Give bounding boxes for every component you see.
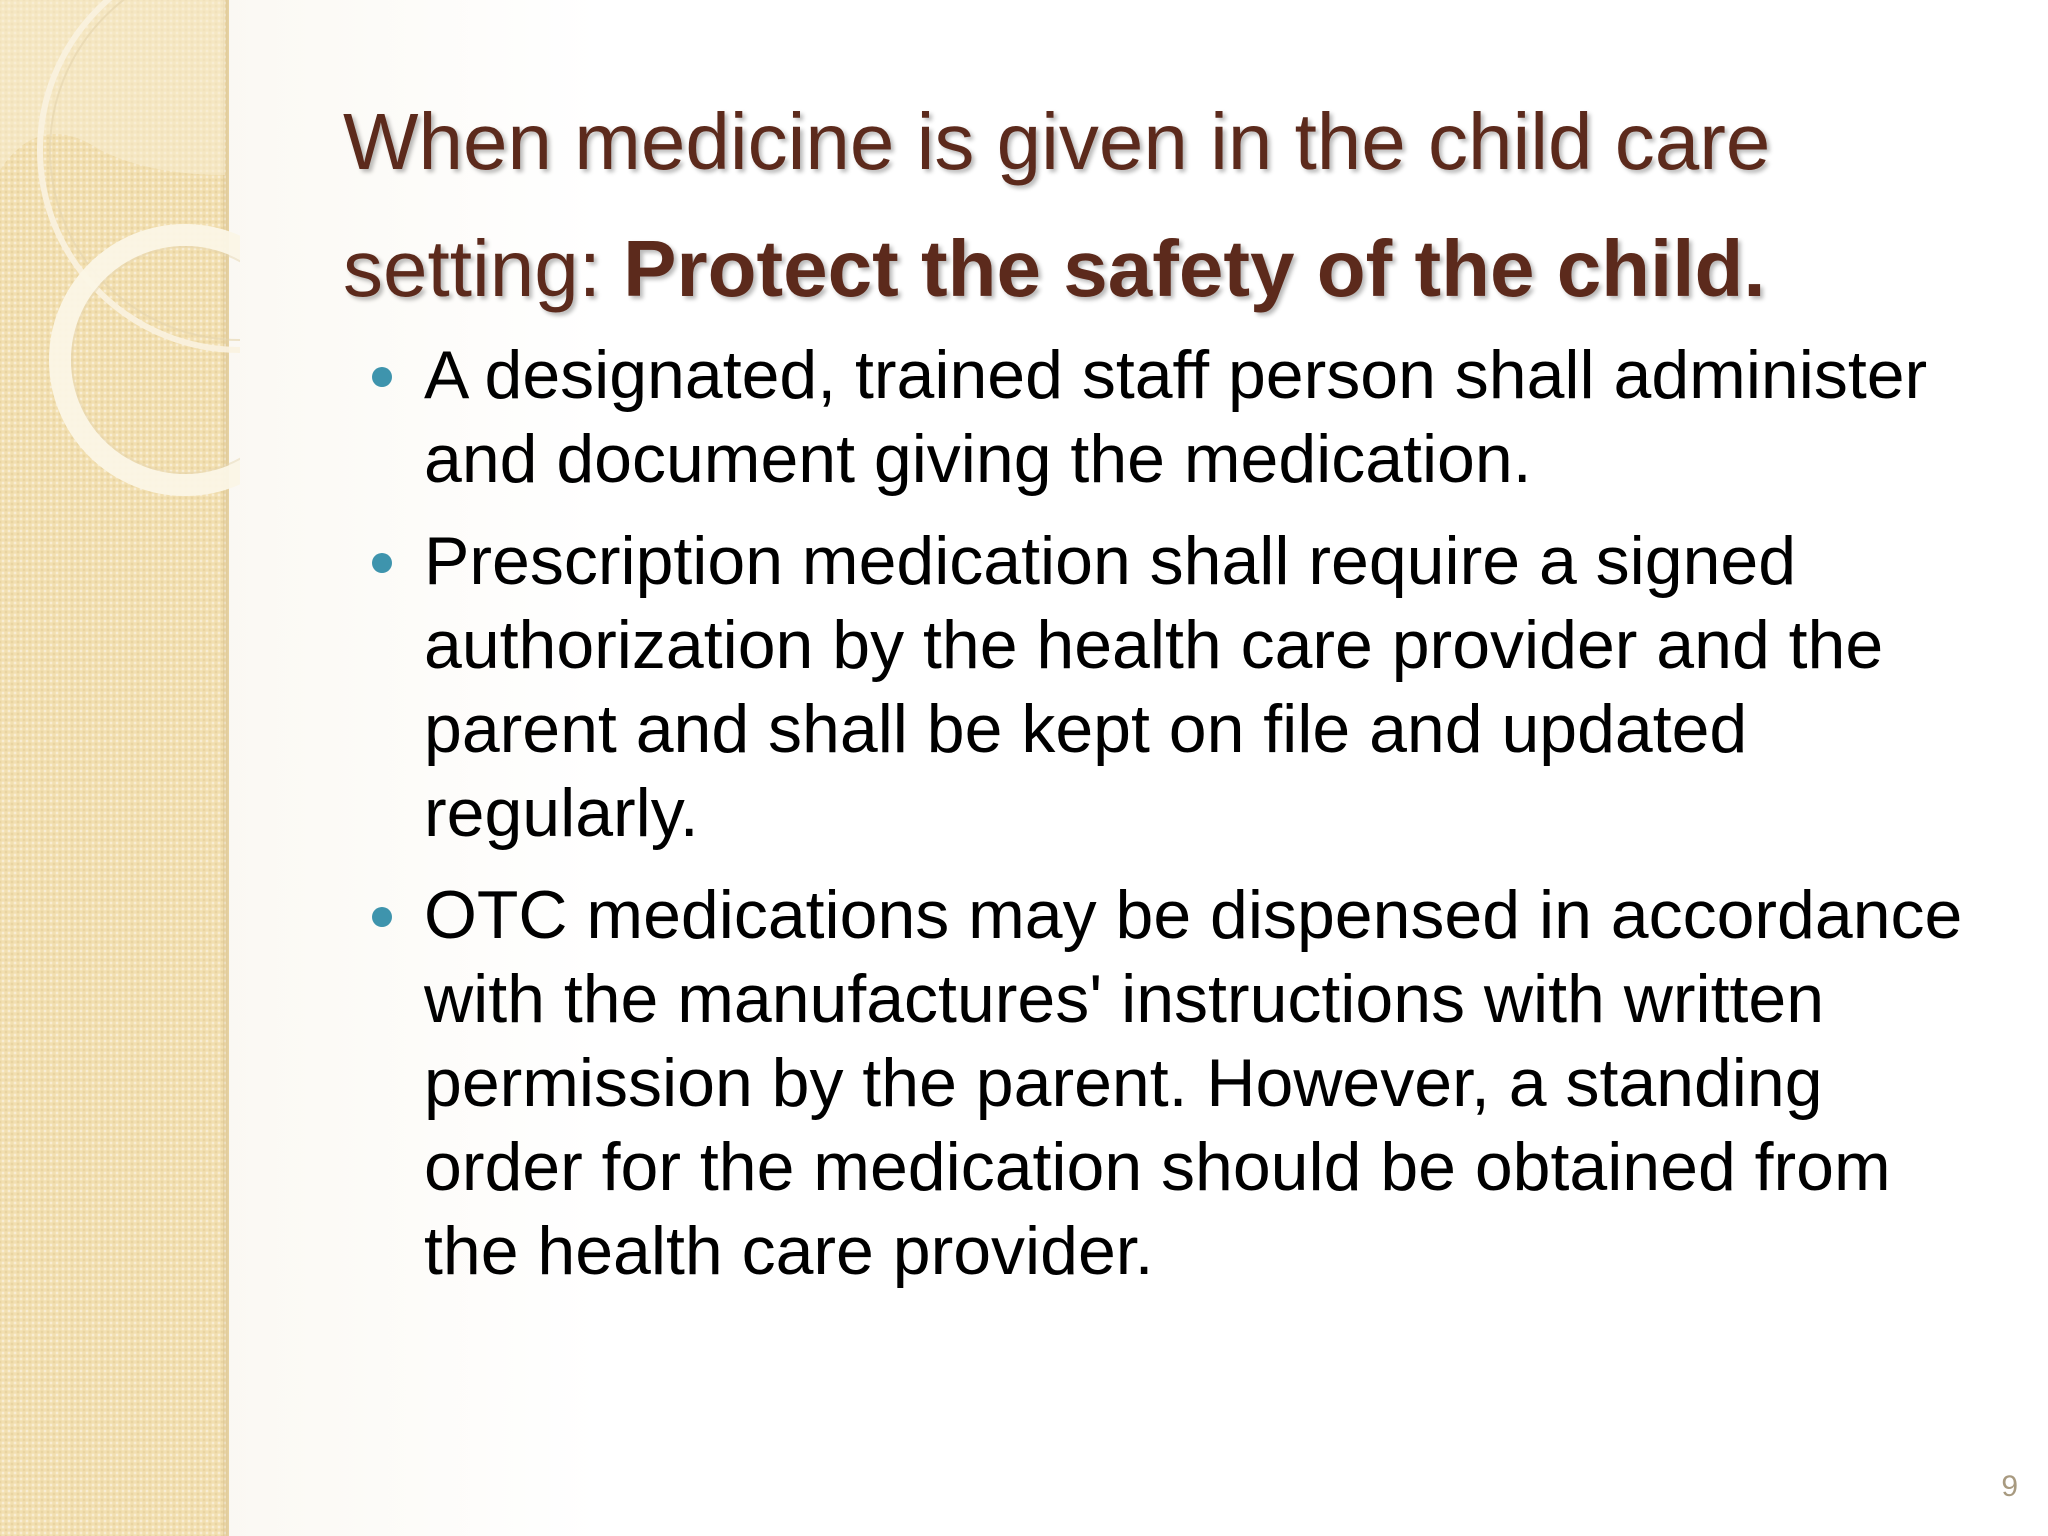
bullet-text: Prescription medication shall require a signed authorization by the health care provider and the parent and shall be kept on file and updated regularly. xyxy=(424,523,1884,851)
title-text: When medicine is given in the child care setting xyxy=(343,97,1771,313)
bullet-item xyxy=(372,873,1992,1293)
title-colon: : xyxy=(578,224,601,313)
bullet-item xyxy=(372,333,1992,501)
bullet-icon xyxy=(372,553,392,573)
bullet-item xyxy=(372,519,1992,855)
slide-title xyxy=(343,78,1983,332)
bullet-text: OTC medications may be dispensed in accordance with the manufactures' instructions with written permission by the parent. However, a standing order for the medication should be obtained from the health care provider. xyxy=(424,877,1963,1289)
bullet-icon xyxy=(372,907,392,927)
decorative-side-band xyxy=(0,0,229,1536)
bullet-icon xyxy=(372,367,392,387)
title-emphasis: Protect the safety of the child. xyxy=(623,224,1766,313)
bullet-text: A designated, trained staff person shall administer and document giving the medication. xyxy=(424,337,1928,497)
page-number: 9 xyxy=(2001,1470,2018,1503)
bullet-list xyxy=(372,333,1992,1311)
